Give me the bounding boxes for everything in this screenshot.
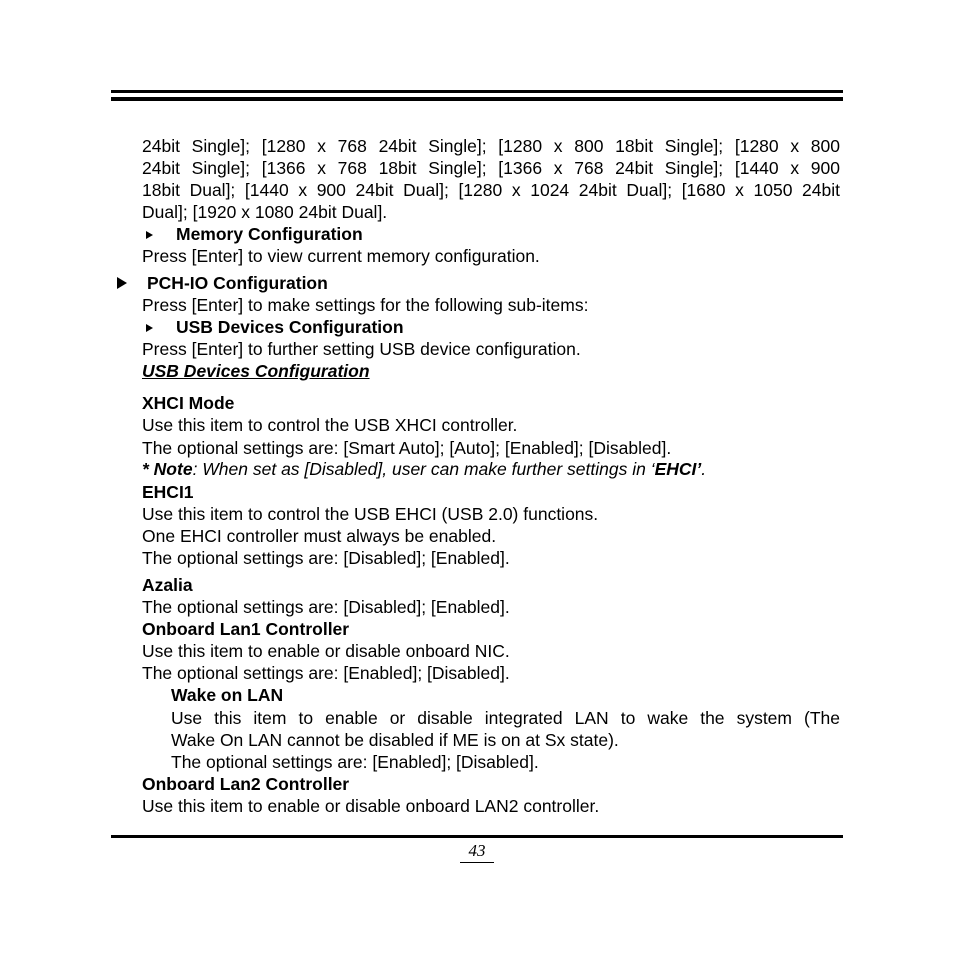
- xhci-desc: Use this item to control the USB XHCI controller.: [142, 415, 518, 435]
- intro-line-4: Dual]; [1920 x 1080 24bit Dual].: [142, 202, 388, 222]
- footer-rule: [111, 835, 843, 838]
- header-rule-thick: [111, 97, 843, 101]
- memory-desc: Press [Enter] to view current memory configuration.: [142, 246, 540, 266]
- ehci-options: The optional settings are: [Disabled]; [Enabled].: [142, 548, 510, 568]
- bullet-arrow-icon: [146, 231, 153, 239]
- memory-heading: Memory Configuration: [176, 224, 363, 244]
- note-label: * Note: [142, 459, 193, 479]
- pch-heading: PCH-IO Configuration: [147, 273, 328, 293]
- bullet-arrow-icon: [146, 324, 153, 332]
- page-number: 43: [460, 840, 494, 863]
- note-end: .: [701, 459, 707, 479]
- header-rule-thin: [111, 90, 843, 93]
- wol-desc-line-2: Wake On LAN cannot be disabled if ME is on at Sx state).: [171, 730, 619, 750]
- ehci-desc-2: One EHCI controller must always be enabled.: [142, 526, 497, 546]
- lan2-desc: Use this item to enable or disable onboard LAN2 controller.: [142, 796, 600, 816]
- usb-section-title: USB Devices Configuration: [142, 361, 370, 381]
- bullet-arrow-icon: [117, 277, 127, 289]
- xhci-note: [142, 458, 706, 480]
- wol-desc-line-1: Use this item to enable or disable integrated LAN to wake the system (The: [171, 708, 840, 728]
- wol-heading: Wake on LAN: [171, 685, 284, 705]
- lan1-options: The optional settings are: [Enabled]; [Disabled].: [142, 663, 510, 683]
- wol-options: The optional settings are: [Enabled]; [Disabled].: [171, 752, 539, 772]
- note-ref: EHCI’: [654, 459, 702, 479]
- lan2-heading: Onboard Lan2 Controller: [142, 774, 350, 794]
- note-text: : When set as [Disabled], user can make further settings in ‘: [192, 459, 655, 479]
- xhci-heading: XHCI Mode: [142, 393, 235, 413]
- intro-line-1: 24bit Single]; [1280 x 768 24bit Single]; [1280 x 800 18bit Single]; [1280 x 800: [142, 136, 840, 156]
- ehci-desc-1: Use this item to control the USB EHCI (USB 2.0) functions.: [142, 504, 599, 524]
- intro-line-2: 24bit Single]; [1366 x 768 18bit Single]; [1366 x 768 24bit Single]; [1440 x 900: [142, 158, 840, 178]
- usb-desc: Press [Enter] to further setting USB device configuration.: [142, 339, 581, 359]
- xhci-options: The optional settings are: [Smart Auto]; [Auto]; [Enabled]; [Disabled].: [142, 438, 672, 458]
- azalia-heading: Azalia: [142, 575, 193, 595]
- ehci-heading: EHCI1: [142, 482, 194, 502]
- intro-line-3: 18bit Dual]; [1440 x 900 24bit Dual]; [1280 x 1024 24bit Dual]; [1680 x 1050 24bit: [142, 180, 840, 200]
- azalia-options: The optional settings are: [Disabled]; [Enabled].: [142, 597, 510, 617]
- lan1-desc: Use this item to enable or disable onboard NIC.: [142, 641, 510, 661]
- pch-desc: Press [Enter] to make settings for the following sub-items:: [142, 295, 589, 315]
- usb-heading: USB Devices Configuration: [176, 317, 404, 337]
- lan1-heading: Onboard Lan1 Controller: [142, 619, 350, 639]
